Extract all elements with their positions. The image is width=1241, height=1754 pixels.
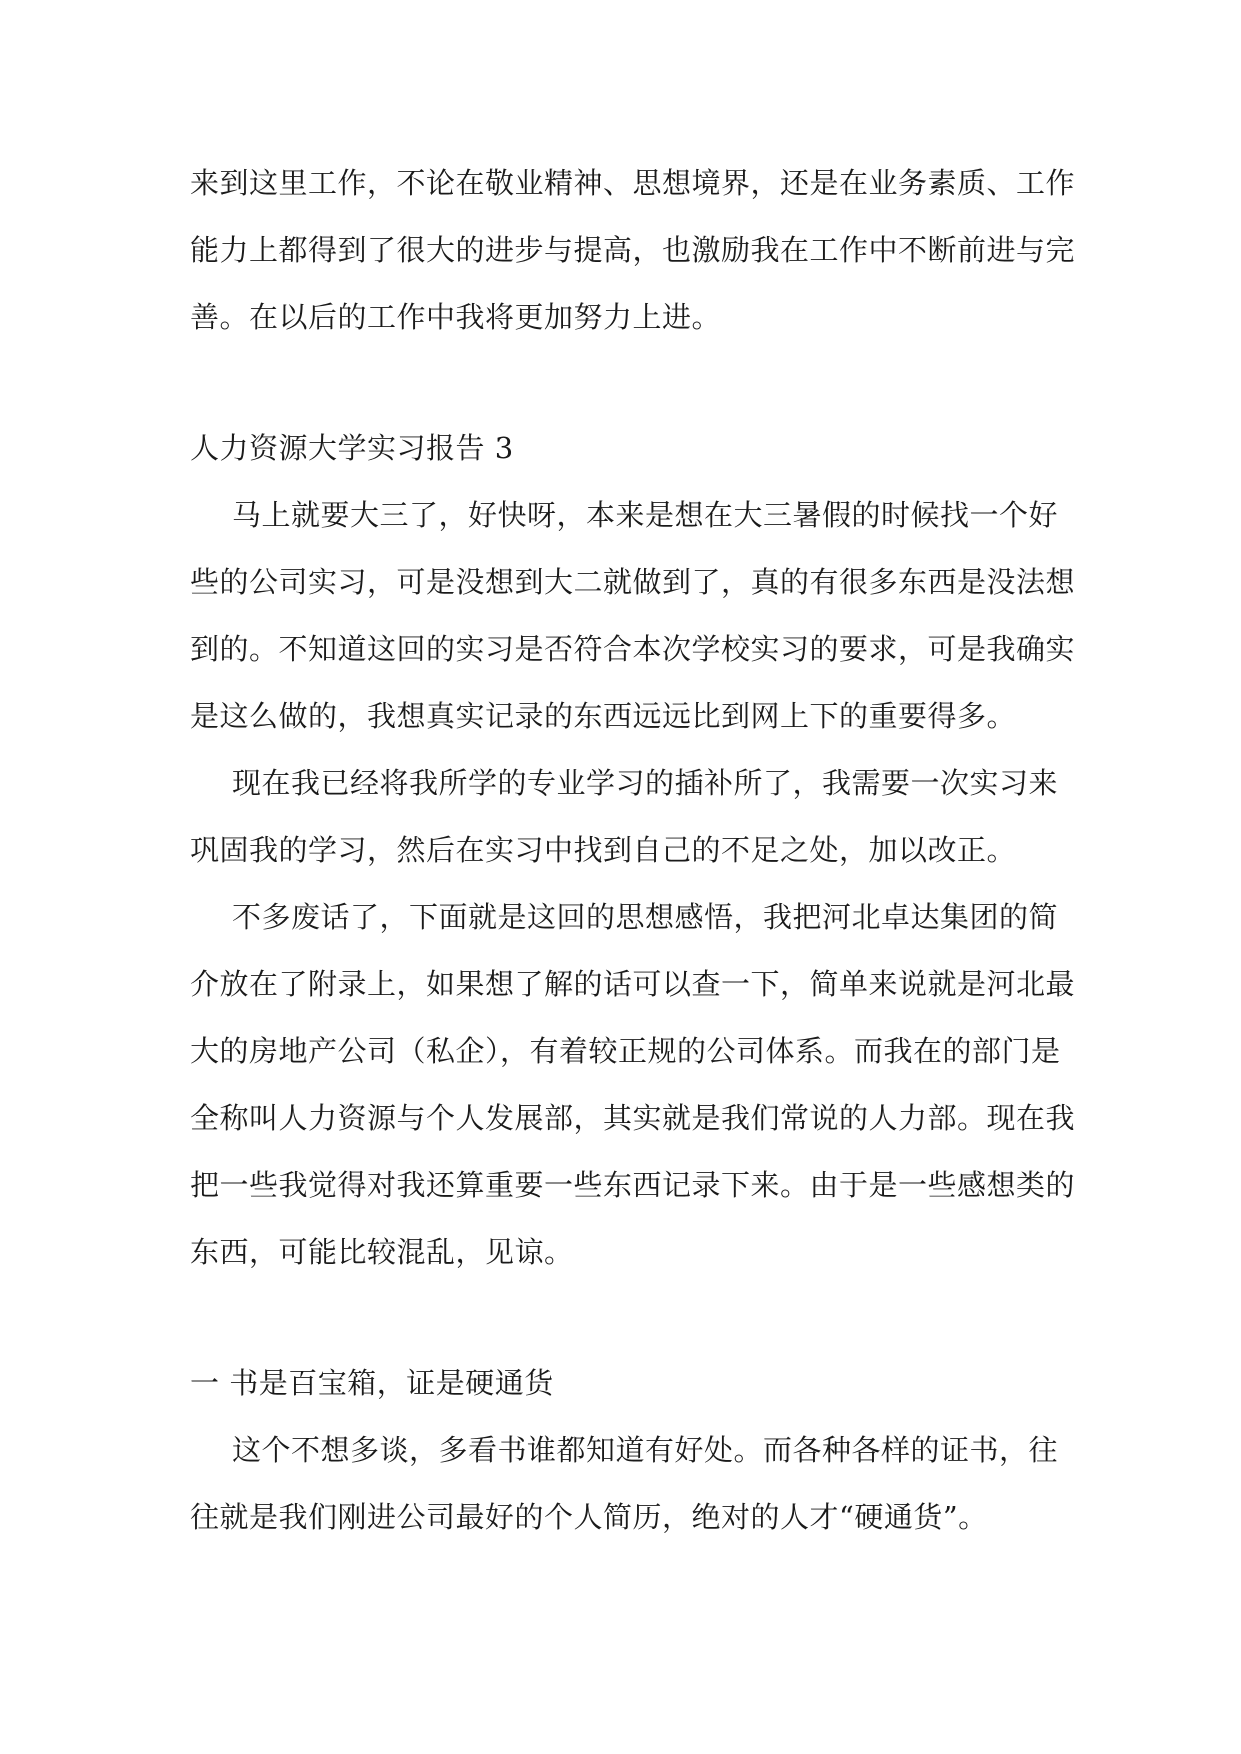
text-line: 能力上都得到了很大的进步与提高，也激励我在工作中不断前进与完 <box>190 233 1076 267</box>
text-line: 是这么做的，我想真实记录的东西远远比到网上下的重要得多。 <box>190 699 1017 733</box>
text-line: 这个不想多谈，多看书谁都知道有好处。而各种各样的证书，往 <box>232 1433 1059 1467</box>
text-line: 往就是我们刚进公司最好的个人简历，绝对的人才“硬通货”。 <box>190 1500 988 1534</box>
text-line: 现在我已经将我所学的专业学习的插补所了，我需要一次实习来 <box>232 766 1059 800</box>
text-line: 些的公司实习，可是没想到大二就做到了，真的有很多东西是没法想 <box>190 565 1076 599</box>
text-line: 马上就要大三了，好快呀，本来是想在大三暑假的时候找一个好 <box>232 498 1059 532</box>
text-line: 来到这里工作，不论在敬业精神、思想境界，还是在业务素质、工作 <box>190 166 1076 200</box>
text-line: 介放在了附录上，如果想了解的话可以查一下，简单来说就是河北最 <box>190 967 1076 1001</box>
section-heading: 一 书是百宝箱，证是硬通货 <box>190 1366 554 1400</box>
section-heading: 人力资源大学实习报告 3 <box>190 431 514 465</box>
text-line: 大的房地产公司（私企），有着较正规的公司体系。而我在的部门是 <box>190 1034 1061 1068</box>
text-line: 把一些我觉得对我还算重要一些东西记录下来。由于是一些感想类的 <box>190 1168 1076 1202</box>
text-line: 巩固我的学习，然后在实习中找到自己的不足之处，加以改正。 <box>190 833 1017 867</box>
text-line: 不多废话了，下面就是这回的思想感悟，我把河北卓达集团的简 <box>232 900 1059 934</box>
text-line: 全称叫人力资源与个人发展部，其实就是我们常说的人力部。现在我 <box>190 1101 1076 1135</box>
text-line: 到的。不知道这回的实习是否符合本次学校实习的要求，可是我确实 <box>190 632 1076 666</box>
text-line: 善。在以后的工作中我将更加努力上进。 <box>190 300 722 334</box>
text-line: 东西，可能比较混乱，见谅。 <box>190 1235 574 1269</box>
